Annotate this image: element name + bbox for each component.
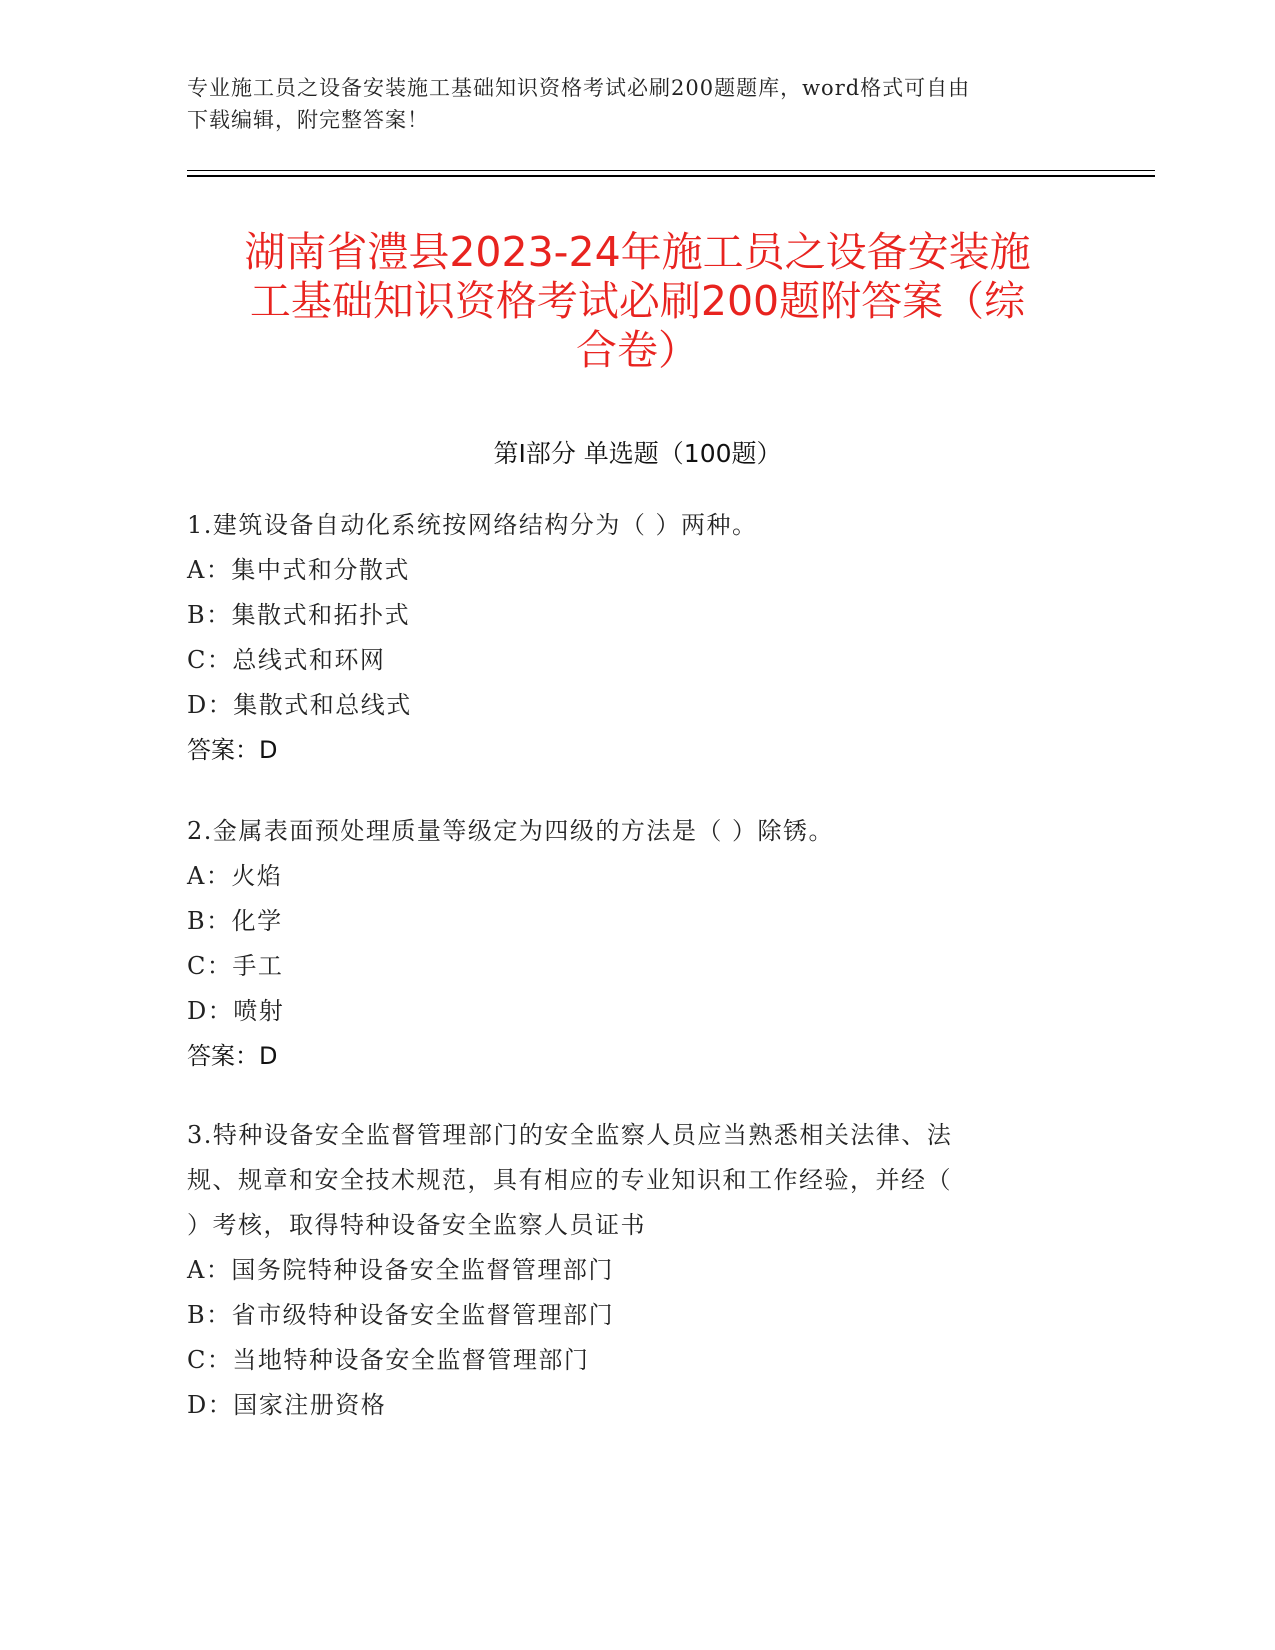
question-1 bbox=[187, 503, 1067, 773]
option-d: D：喷射 bbox=[187, 997, 285, 1025]
document-title-line-3: 合卷） bbox=[576, 326, 699, 374]
question-stem-line-3: ）考核，取得特种设备安全监察人员证书 bbox=[187, 1211, 646, 1239]
question-stem-line-2: 规、规章和安全技术规范，具有相应的专业知识和工作经验，并经（ bbox=[187, 1166, 952, 1194]
option-c: C：总线式和环网 bbox=[187, 646, 386, 674]
option-b: B：省市级特种设备安全监督管理部门 bbox=[187, 1301, 615, 1329]
question-stem: 2.金属表面预处理质量等级定为四级的方法是（ ）除锈。 bbox=[187, 817, 835, 845]
option-c: C：手工 bbox=[187, 952, 284, 980]
option-b: B：集散式和拓扑式 bbox=[187, 601, 411, 629]
question-2 bbox=[187, 809, 1067, 1079]
option-d: D：集散式和总线式 bbox=[187, 691, 412, 719]
option-d: D：国家注册资格 bbox=[187, 1391, 387, 1419]
document-title-line-2: 工基础知识资格考试必刷200题附答案（综 bbox=[249, 277, 1026, 325]
document-title-line-1: 湖南省澧县2023-24年施工员之设备安装施 bbox=[244, 228, 1031, 276]
header-note-line-2: 下载编辑，附完整答案！ bbox=[187, 108, 429, 132]
header-note bbox=[187, 72, 1087, 136]
question-stem-line-1: 3.特种设备安全监督管理部门的安全监察人员应当熟悉相关法律、法 bbox=[187, 1121, 953, 1149]
answer: 答案：D bbox=[187, 736, 278, 764]
answer: 答案：D bbox=[187, 1042, 278, 1070]
section-heading: 第Ⅰ部分 单选题（100题） bbox=[493, 439, 782, 468]
option-a: A：集中式和分散式 bbox=[187, 556, 410, 584]
option-c: C：当地特种设备安全监督管理部门 bbox=[187, 1346, 590, 1374]
header-rule-bottom bbox=[187, 175, 1155, 177]
option-a: A：国务院特种设备安全监督管理部门 bbox=[187, 1256, 614, 1284]
document-title bbox=[160, 228, 1115, 375]
question-stem: 1.建筑设备自动化系统按网络结构分为（ ）两种。 bbox=[187, 511, 758, 539]
option-b: B：化学 bbox=[187, 907, 283, 935]
header-note-line-1: 专业施工员之设备安装施工基础知识资格考试必刷200题题库，word格式可自由 bbox=[187, 76, 971, 100]
option-a: A：火焰 bbox=[187, 862, 283, 890]
question-3 bbox=[187, 1113, 1067, 1428]
header-rule-top bbox=[187, 170, 1155, 171]
